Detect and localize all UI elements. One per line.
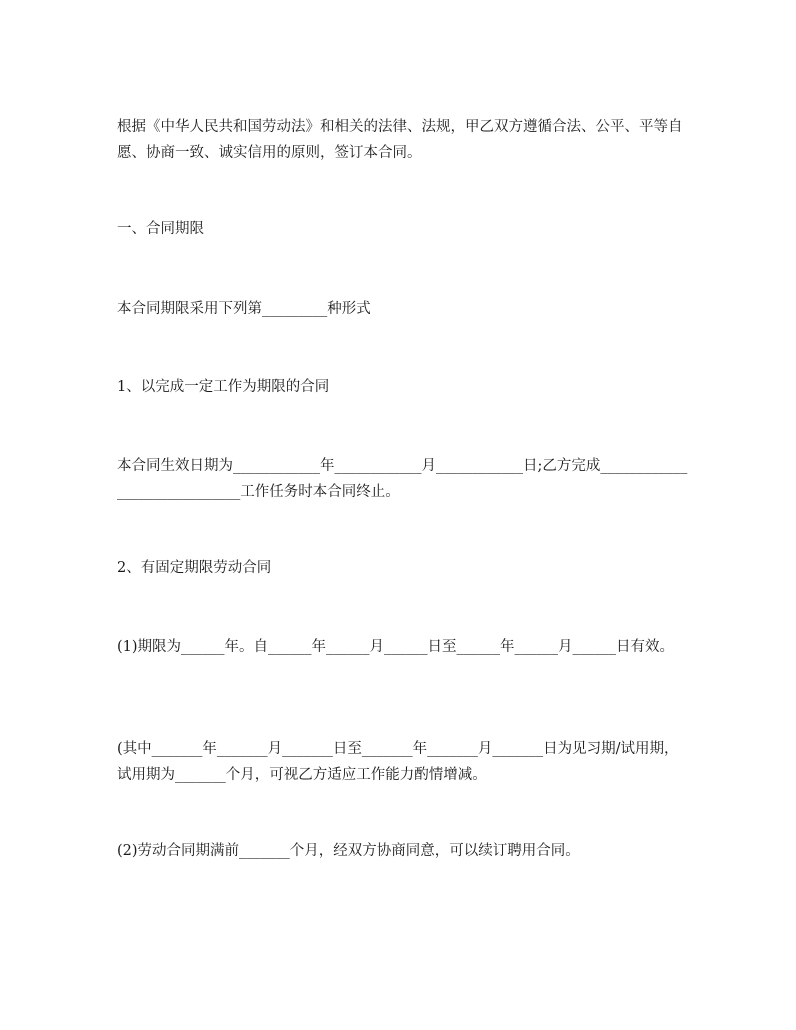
probation-paragraph: (其中_______年_______月_______日至_______年_______月_______日为见习期/试用期，试用期为_______个月，可视乙方适应工作能力酌情增减。 [117, 741, 679, 783]
preamble-paragraph: 根据《中华人民共和国劳动法》和相关的法律、法规，甲乙双方遵循合法、公平、平等自愿、协商一致、诚实信用的原则，签订本合同。 [117, 119, 683, 161]
section-heading-contract-term: 一、合同期限 [117, 221, 204, 237]
effective-date-paragraph: 本合同生效日期为____________年____________月____________日;乙方完成_____________________________工作任务时本合同终止。 [117, 458, 688, 500]
term-period-paragraph: (1)期限为______年。自______年______月______日至______年______月______日有效。 [117, 639, 675, 655]
term-form-paragraph: 本合同期限采用下列第_________种形式 [117, 301, 371, 317]
subheading-fixed-term-contract: 2、有固定期限劳动合同 [117, 560, 272, 576]
subheading-task-based-contract: 1、以完成一定工作为期限的合同 [117, 379, 330, 395]
renewal-paragraph: (2)劳动合同期满前_______个月，经双方协商同意，可以续订聘用合同。 [117, 843, 580, 859]
